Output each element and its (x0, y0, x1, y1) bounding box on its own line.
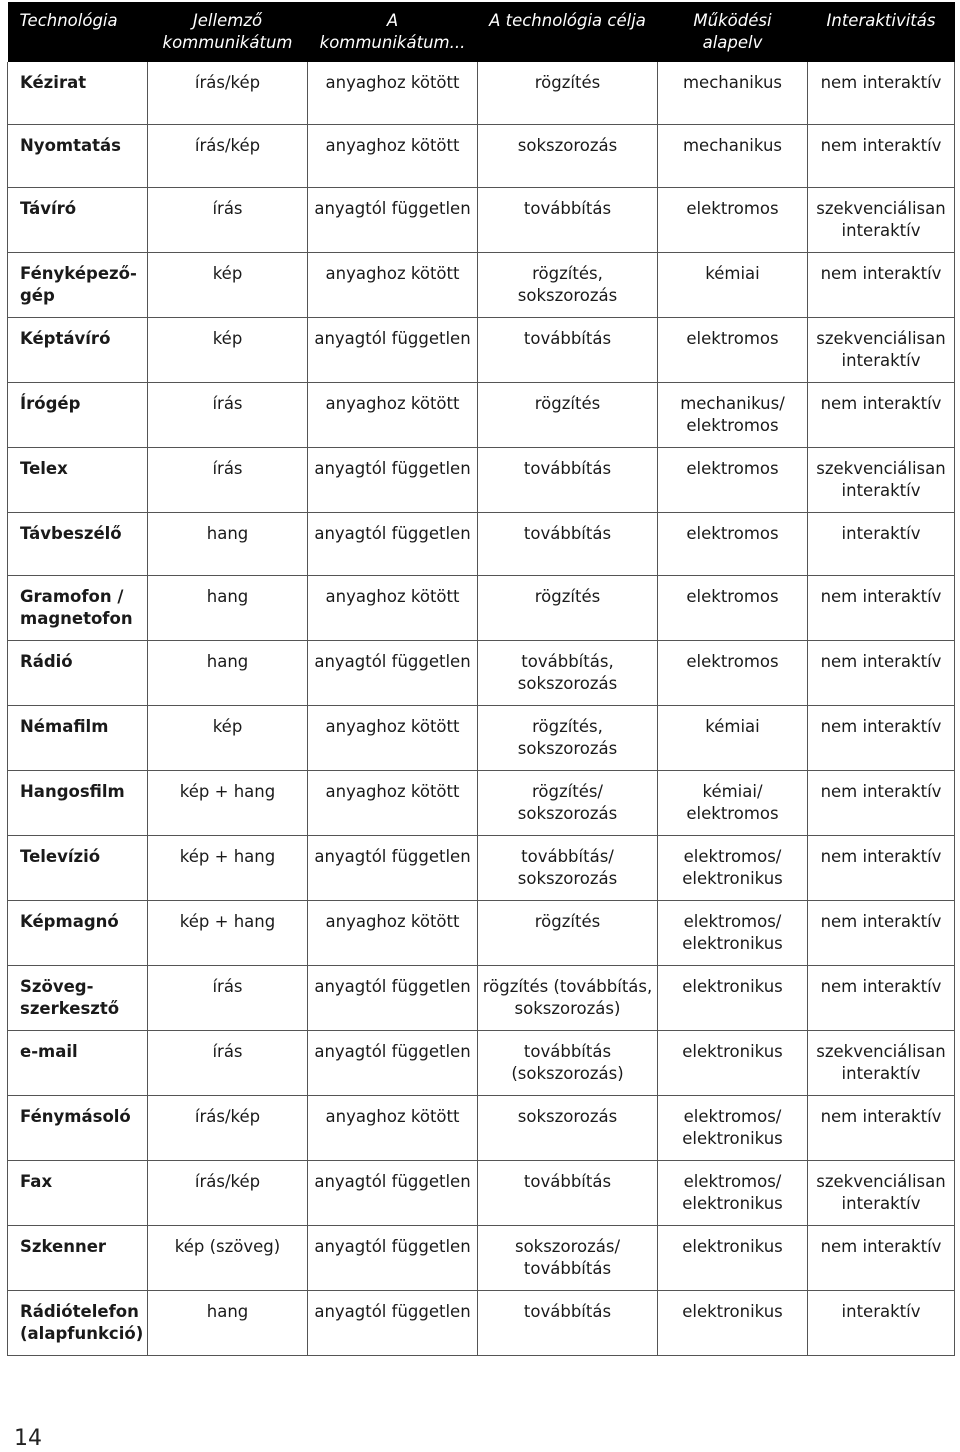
state-cell: anyaghoz kötött (308, 253, 478, 318)
table-row (8, 125, 955, 188)
state-cell: anyagtól független (308, 641, 478, 706)
interactivity-cell: nem interaktív (808, 576, 955, 641)
purpose-cell: továbbítás (478, 1161, 658, 1226)
principle-cell: elektromos (658, 513, 808, 576)
communicatum-cell: kép (szöveg) (148, 1226, 308, 1291)
technology-cell: Nyomtatás (8, 125, 148, 188)
principle-cell: elektronikus (658, 1226, 808, 1291)
interactivity-cell: nem interaktív (808, 1226, 955, 1291)
purpose-cell: továbbítás (478, 513, 658, 576)
purpose-cell: rögzítés (478, 383, 658, 448)
state-cell: anyaghoz kötött (308, 383, 478, 448)
principle-cell: elektronikus (658, 1031, 808, 1096)
table-row (8, 706, 955, 771)
interactivity-cell: interaktív (808, 513, 955, 576)
communicatum-cell: kép (148, 253, 308, 318)
table-row (8, 62, 955, 125)
purpose-cell: továbbítás (478, 1291, 658, 1356)
purpose-cell: sokszorozás/ továbbítás (478, 1226, 658, 1291)
state-cell: anyaghoz kötött (308, 771, 478, 836)
table-row (8, 513, 955, 576)
technology-cell: Televízió (8, 836, 148, 901)
table-row (8, 318, 955, 383)
communication-technologies-table-container (7, 2, 954, 1356)
communicatum-cell: kép + hang (148, 836, 308, 901)
technology-cell: Szöveg-szerkesztő (8, 966, 148, 1031)
purpose-cell: rögzítés (478, 62, 658, 125)
purpose-cell: továbbítás (478, 448, 658, 513)
interactivity-cell: nem interaktív (808, 966, 955, 1031)
state-cell: anyagtól független (308, 188, 478, 253)
communicatum-cell: írás (148, 188, 308, 253)
technology-cell: Szkenner (8, 1226, 148, 1291)
technology-cell: Fénymásoló (8, 1096, 148, 1161)
state-cell: anyaghoz kötött (308, 1096, 478, 1161)
header-interactivity: Interaktivitás (808, 2, 955, 62)
technology-cell: Gramofon / magnetofon (8, 576, 148, 641)
table-body (8, 62, 955, 1356)
interactivity-cell: nem interaktív (808, 1096, 955, 1161)
principle-cell: elektromos (658, 448, 808, 513)
table-row (8, 641, 955, 706)
technology-cell: Telex (8, 448, 148, 513)
principle-cell: elektromos (658, 641, 808, 706)
technology-cell: Képtávíró (8, 318, 148, 383)
table-row (8, 1226, 955, 1291)
principle-cell: kémiai (658, 706, 808, 771)
communicatum-cell: írás (148, 1031, 308, 1096)
state-cell: anyagtól független (308, 448, 478, 513)
purpose-cell: továbbítás (sokszorozás) (478, 1031, 658, 1096)
technology-cell: Írógép (8, 383, 148, 448)
table-row (8, 1031, 955, 1096)
communicatum-cell: írás/kép (148, 62, 308, 125)
table-row (8, 771, 955, 836)
header-communicatum: Jellemző kommunikátum (148, 2, 308, 62)
interactivity-cell: szekvenciálisan interaktív (808, 1161, 955, 1226)
purpose-cell: rögzítés, sokszorozás (478, 706, 658, 771)
technology-cell: Kézirat (8, 62, 148, 125)
interactivity-cell: interaktív (808, 1291, 955, 1356)
table-row (8, 1291, 955, 1356)
technology-cell: Távbeszélő (8, 513, 148, 576)
communicatum-cell: írás (148, 966, 308, 1031)
technology-cell: Rádiótelefon (alapfunkció) (8, 1291, 148, 1356)
communicatum-cell: írás/kép (148, 125, 308, 188)
interactivity-cell: nem interaktív (808, 125, 955, 188)
principle-cell: elektronikus (658, 1291, 808, 1356)
interactivity-cell: nem interaktív (808, 836, 955, 901)
interactivity-cell: nem interaktív (808, 771, 955, 836)
state-cell: anyaghoz kötött (308, 706, 478, 771)
purpose-cell: rögzítés (478, 576, 658, 641)
purpose-cell: továbbítás (478, 188, 658, 253)
purpose-cell: rögzítés (továbbítás, sokszorozás) (478, 966, 658, 1031)
purpose-cell: sokszorozás (478, 1096, 658, 1161)
principle-cell: elektromos/ elektronikus (658, 836, 808, 901)
communicatum-cell: hang (148, 513, 308, 576)
table-row (8, 188, 955, 253)
communicatum-cell: írás/kép (148, 1096, 308, 1161)
principle-cell: kémiai/ elektromos (658, 771, 808, 836)
interactivity-cell: szekvenciálisan interaktív (808, 1031, 955, 1096)
table-header (8, 2, 955, 62)
principle-cell: mechanikus (658, 125, 808, 188)
interactivity-cell: nem interaktív (808, 706, 955, 771)
state-cell: anyaghoz kötött (308, 576, 478, 641)
interactivity-cell: szekvenciálisan interaktív (808, 188, 955, 253)
state-cell: anyagtól független (308, 513, 478, 576)
state-cell: anyagtól független (308, 1226, 478, 1291)
header-row (8, 2, 955, 62)
communicatum-cell: írás (148, 383, 308, 448)
principle-cell: elektromos/ elektronikus (658, 1096, 808, 1161)
purpose-cell: rögzítés (478, 901, 658, 966)
table-row (8, 966, 955, 1031)
page-number: 14 (14, 1426, 42, 1451)
principle-cell: elektromos (658, 576, 808, 641)
state-cell: anyaghoz kötött (308, 62, 478, 125)
table-row (8, 1096, 955, 1161)
table-row (8, 448, 955, 513)
state-cell: anyagtól független (308, 966, 478, 1031)
communicatum-cell: kép + hang (148, 901, 308, 966)
communicatum-cell: hang (148, 641, 308, 706)
table-row (8, 253, 955, 318)
technology-cell: Fényképező-gép (8, 253, 148, 318)
purpose-cell: továbbítás, sokszorozás (478, 641, 658, 706)
communicatum-cell: kép (148, 706, 308, 771)
table-row (8, 901, 955, 966)
principle-cell: elektromos/ elektronikus (658, 1161, 808, 1226)
table-row (8, 836, 955, 901)
principle-cell: kémiai (658, 253, 808, 318)
interactivity-cell: nem interaktív (808, 253, 955, 318)
technology-cell: e-mail (8, 1031, 148, 1096)
technology-cell: Némafilm (8, 706, 148, 771)
table-row (8, 576, 955, 641)
communicatum-cell: kép + hang (148, 771, 308, 836)
communicatum-cell: kép (148, 318, 308, 383)
principle-cell: mechanikus/ elektromos (658, 383, 808, 448)
purpose-cell: rögzítés/ sokszorozás (478, 771, 658, 836)
header-communicatum-state: A kommunikátum... (308, 2, 478, 62)
technology-cell: Fax (8, 1161, 148, 1226)
principle-cell: elektromos (658, 318, 808, 383)
state-cell: anyagtól független (308, 1031, 478, 1096)
state-cell: anyagtól független (308, 1291, 478, 1356)
principle-cell: elektromos (658, 188, 808, 253)
header-purpose: A technológia célja (478, 2, 658, 62)
interactivity-cell: szekvenciálisan interaktív (808, 448, 955, 513)
communicatum-cell: hang (148, 576, 308, 641)
state-cell: anyagtól független (308, 318, 478, 383)
communicatum-cell: írás (148, 448, 308, 513)
communication-technologies-table (7, 2, 955, 1356)
communicatum-cell: hang (148, 1291, 308, 1356)
purpose-cell: továbbítás (478, 318, 658, 383)
state-cell: anyaghoz kötött (308, 125, 478, 188)
communicatum-cell: írás/kép (148, 1161, 308, 1226)
technology-cell: Rádió (8, 641, 148, 706)
principle-cell: elektromos/ elektronikus (658, 901, 808, 966)
interactivity-cell: nem interaktív (808, 62, 955, 125)
state-cell: anyagtól független (308, 836, 478, 901)
purpose-cell: továbbítás/ sokszorozás (478, 836, 658, 901)
interactivity-cell: szekvenciálisan interaktív (808, 318, 955, 383)
technology-cell: Távíró (8, 188, 148, 253)
state-cell: anyagtól független (308, 1161, 478, 1226)
table-row (8, 383, 955, 448)
technology-cell: Képmagnó (8, 901, 148, 966)
table-row (8, 1161, 955, 1226)
purpose-cell: sokszorozás (478, 125, 658, 188)
principle-cell: elektronikus (658, 966, 808, 1031)
interactivity-cell: nem interaktív (808, 901, 955, 966)
header-technology: Technológia (8, 2, 148, 62)
header-principle: Működési alapelv (658, 2, 808, 62)
principle-cell: mechanikus (658, 62, 808, 125)
interactivity-cell: nem interaktív (808, 383, 955, 448)
interactivity-cell: nem interaktív (808, 641, 955, 706)
state-cell: anyaghoz kötött (308, 901, 478, 966)
technology-cell: Hangosfilm (8, 771, 148, 836)
purpose-cell: rögzítés, sokszorozás (478, 253, 658, 318)
